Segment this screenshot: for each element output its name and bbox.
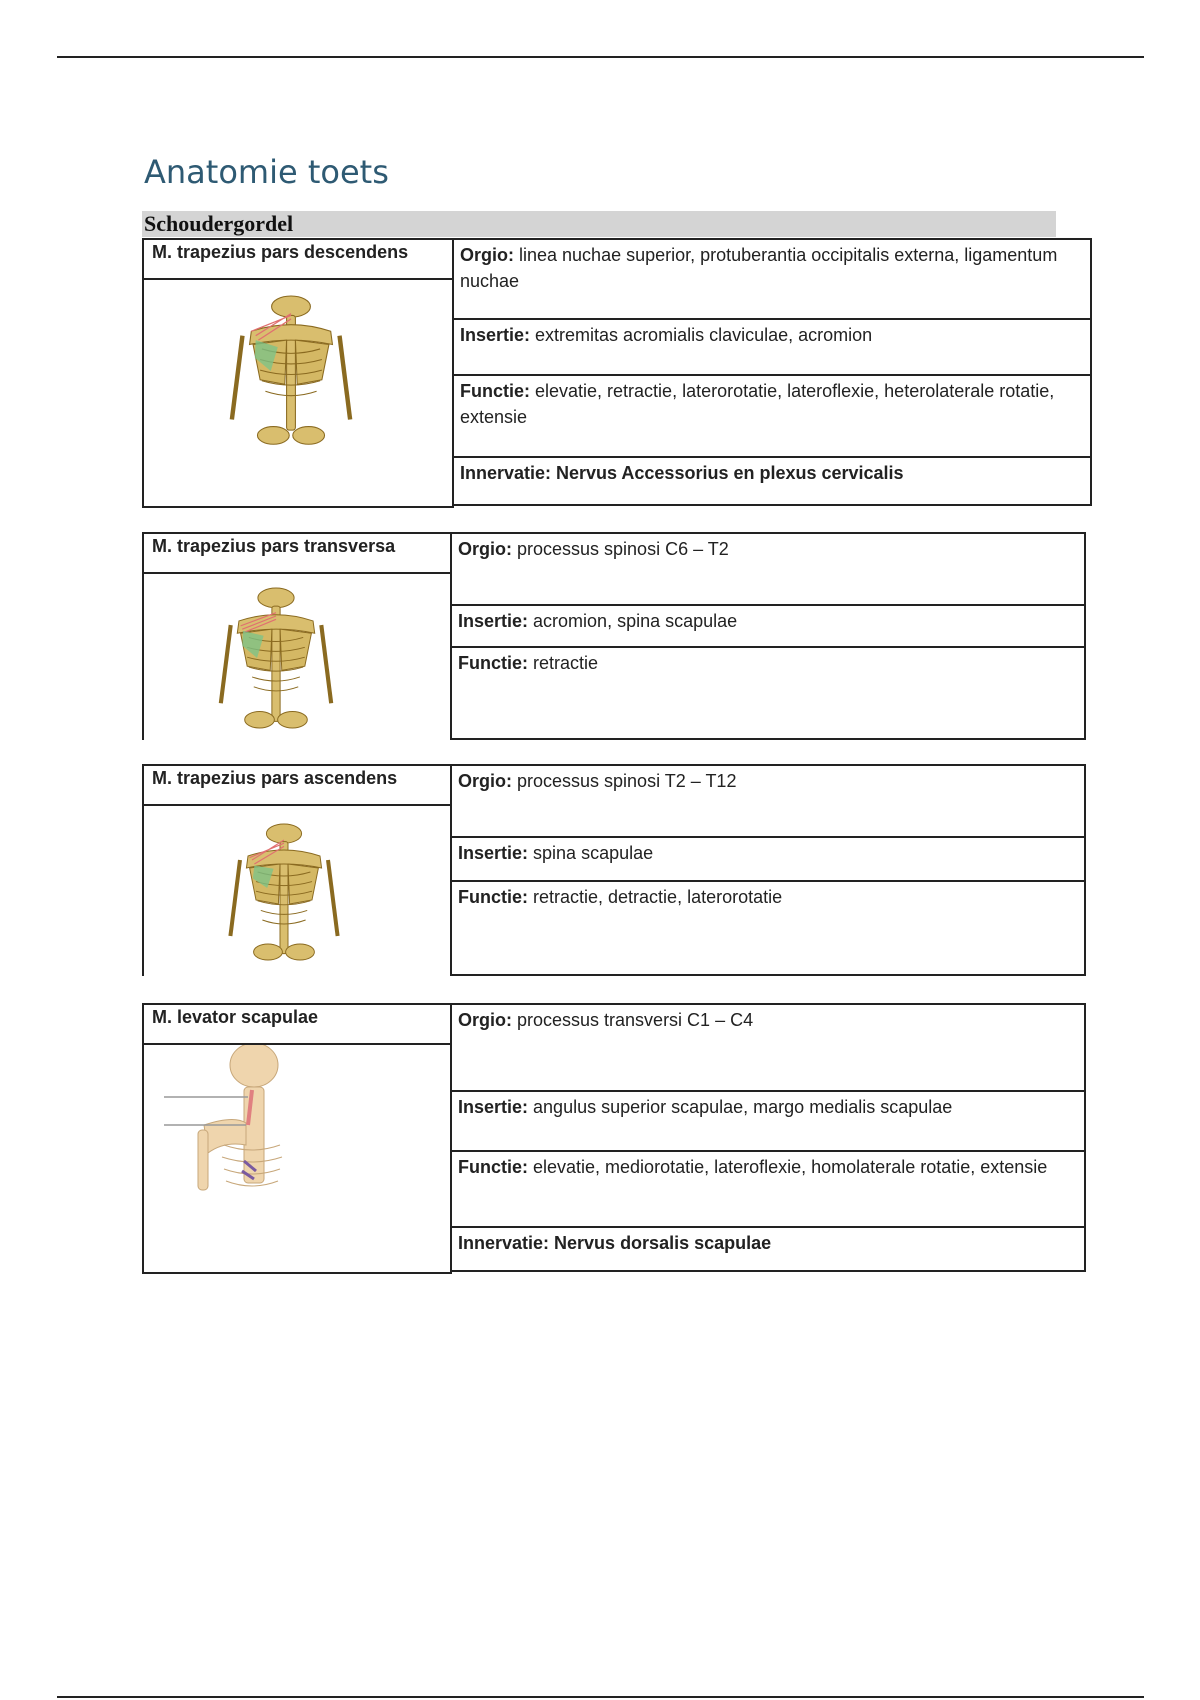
muscle-details	[452, 238, 1092, 506]
muscle-name: M. levator scapulae	[144, 1005, 452, 1045]
muscle-table-trapezius-transversa	[142, 532, 1086, 740]
insertion-label: Insertie:	[458, 611, 529, 631]
muscle-image-cell	[142, 764, 452, 976]
innervation-text: Nervus dorsalis scapulae	[549, 1233, 772, 1253]
innervation-row	[454, 456, 1090, 504]
innervation-label: Innervatie:	[458, 1233, 550, 1253]
skeleton-back-trapezius-descendens	[232, 296, 350, 444]
insertion-row	[452, 604, 1084, 646]
function-row	[452, 880, 1084, 974]
insertion-text: acromion, spina scapulae	[528, 611, 738, 631]
header-rule	[57, 56, 1144, 58]
origin-text: processus spinosi C6 – T2	[512, 539, 729, 559]
function-text: retractie, detractie, laterorotatie	[528, 887, 783, 907]
function-row	[452, 1150, 1084, 1226]
function-label: Functie:	[458, 653, 528, 673]
page-title: Anatomie toets	[144, 153, 389, 191]
muscle-name: M. trapezius pars transversa	[144, 534, 452, 574]
muscle-name: M. trapezius pars ascendens	[144, 766, 452, 806]
footer-rule	[57, 1696, 1144, 1698]
origin-label: Orgio:	[460, 245, 514, 265]
muscle-details	[450, 764, 1086, 976]
insertion-label: Insertie:	[460, 325, 531, 345]
insertion-label: Insertie:	[458, 1097, 529, 1117]
skeleton-back-image	[216, 808, 352, 976]
skeleton-back-image	[216, 286, 366, 456]
muscle-details	[450, 532, 1086, 740]
innervation-row	[452, 1226, 1084, 1270]
innervation-label: Innervatie:	[460, 463, 552, 483]
insertion-row	[452, 836, 1084, 880]
muscle-image-cell	[142, 1003, 452, 1274]
insertion-text: spina scapulae	[528, 843, 654, 863]
function-label: Functie:	[460, 381, 530, 401]
innervation-text: Nervus Accessorius en plexus cervicalis	[551, 463, 904, 483]
function-label: Functie:	[458, 1157, 528, 1177]
function-label: Functie:	[458, 887, 528, 907]
insertion-row	[452, 1090, 1084, 1150]
muscle-details	[450, 1003, 1086, 1272]
insertion-text: angulus superior scapulae, margo medialis scapulae	[528, 1097, 953, 1117]
function-row	[454, 374, 1090, 456]
muscle-table-trapezius-ascendens	[142, 764, 1086, 976]
origin-text: processus transversi C1 – C4	[512, 1010, 754, 1030]
muscle-name: M. trapezius pars descendens	[144, 240, 454, 280]
insertion-text: extremitas acromialis claviculae, acromion	[530, 325, 873, 345]
origin-row	[454, 240, 1090, 318]
origin-row	[452, 1005, 1084, 1090]
origin-text: linea nuchae superior, protuberantia occipitalis externa, ligamentum nuchae	[460, 245, 1058, 291]
skeleton-back-trapezius-ascendens	[230, 824, 337, 960]
skeleton-neck-levator-scapulae	[198, 1045, 282, 1190]
skeleton-back-trapezius-transversa	[221, 588, 331, 728]
function-row	[452, 646, 1084, 738]
origin-label: Orgio:	[458, 539, 512, 559]
function-text: elevatie, retractie, laterorotatie, lateroflexie, heterolaterale rotatie, extensie	[460, 381, 1055, 427]
insertion-row	[454, 318, 1090, 374]
muscle-image-cell	[142, 238, 454, 508]
origin-label: Orgio:	[458, 1010, 512, 1030]
origin-row	[452, 534, 1084, 604]
muscle-table-levator-scapulae	[142, 1003, 1086, 1272]
origin-label: Orgio:	[458, 771, 512, 791]
skeleton-neck-image	[164, 1045, 294, 1195]
insertion-label: Insertie:	[458, 843, 529, 863]
muscle-table-trapezius-descendens	[142, 238, 1092, 506]
section-heading: Schoudergordel	[142, 211, 1056, 237]
function-text: retractie	[528, 653, 599, 673]
origin-text: processus spinosi T2 – T12	[512, 771, 737, 791]
muscle-image-cell	[142, 532, 452, 740]
function-text: elevatie, mediorotatie, lateroflexie, homolaterale rotatie, extensie	[528, 1157, 1048, 1177]
skeleton-back-image	[206, 576, 346, 740]
origin-row	[452, 766, 1084, 836]
